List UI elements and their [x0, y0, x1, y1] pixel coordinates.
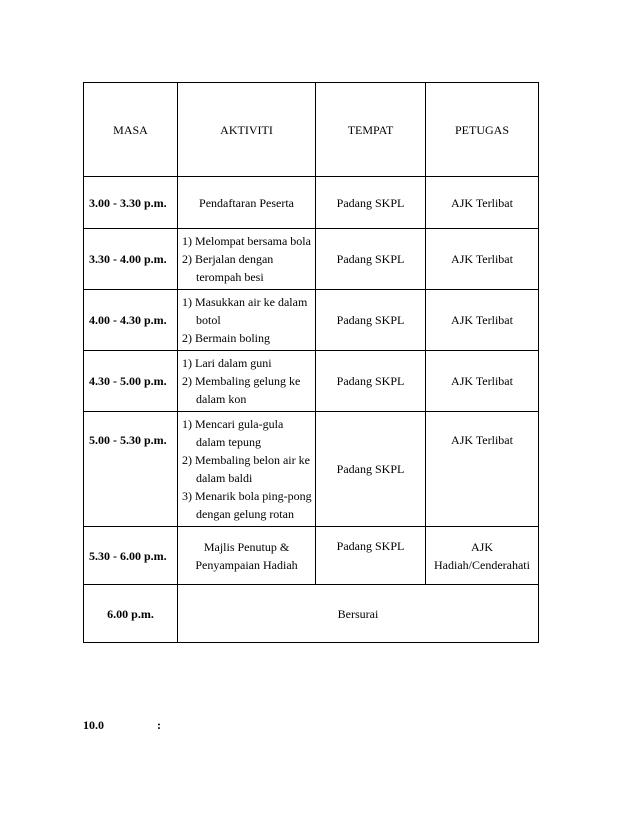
activity-item: 1) Masukkan air ke dalam botol [182, 295, 308, 327]
cell-petugas [426, 412, 539, 527]
activity-item: 1) Lari dalam guni [182, 356, 272, 370]
cell-tempat [316, 527, 426, 585]
cell-petugas [426, 527, 539, 585]
table-row [84, 177, 539, 229]
table-row [84, 290, 539, 351]
cell-masa: 4.30 - 5.00 p.m. [84, 351, 178, 412]
cell-petugas: AJK Terlibat [426, 229, 539, 290]
cell-tempat: Padang SKPL [316, 177, 426, 229]
section-colon: : [157, 718, 161, 732]
schedule-table [83, 82, 539, 643]
table-row [84, 412, 539, 527]
cell-petugas: AJK Terlibat [426, 351, 539, 412]
table-row [84, 527, 539, 585]
cell-aktiviti [178, 351, 316, 412]
cell-aktiviti [178, 290, 316, 351]
cell-masa: 3.00 - 3.30 p.m. [84, 177, 178, 229]
cell-bersurai: Bersurai [178, 585, 539, 643]
cell-masa: 5.30 - 6.00 p.m. [84, 527, 178, 585]
section-number: 10.0 [83, 718, 104, 732]
activity-item: 2) Membaling gelung ke dalam kon [182, 374, 301, 406]
cell-masa-text: 5.00 - 5.30 p.m. [89, 433, 167, 447]
table-row [84, 229, 539, 290]
cell-masa [84, 412, 178, 527]
cell-petugas-text: AJK Terlibat [451, 433, 513, 447]
cell-masa: 4.00 - 4.30 p.m. [84, 290, 178, 351]
table-row-final [84, 585, 539, 643]
activity-item: 2) Berjalan dengan terompah besi [182, 252, 274, 284]
activity-item: 1) Mencari gula-gula dalam tepung [182, 417, 284, 449]
cell-masa: 3.30 - 4.00 p.m. [84, 229, 178, 290]
cell-petugas: AJK Terlibat [426, 177, 539, 229]
activity-item: Majlis Penutup & Penyampaian Hadiah [195, 539, 298, 572]
table-row [84, 351, 539, 412]
header-petugas: PETUGAS [426, 83, 539, 177]
cell-tempat: Padang SKPL [316, 412, 426, 527]
cell-tempat: Padang SKPL [316, 351, 426, 412]
cell-petugas: AJK Terlibat [426, 290, 539, 351]
cell-tempat-text: Padang SKPL [336, 539, 405, 553]
activity-item: Pendaftaran Peserta [199, 195, 294, 210]
cell-aktiviti [178, 527, 316, 585]
activity-item: 2) Membaling belon air ke dalam baldi [182, 453, 310, 485]
cell-petugas-line2: Hadiah/Cenderahati [434, 557, 530, 572]
activity-item: 2) Bermain boling [182, 331, 270, 345]
table-header-row [84, 83, 539, 177]
header-aktiviti: AKTIVITI [178, 83, 316, 177]
cell-aktiviti [178, 229, 316, 290]
header-masa: MASA [84, 83, 178, 177]
cell-aktiviti [178, 177, 316, 229]
cell-tempat: Padang SKPL [316, 290, 426, 351]
cell-petugas-line1: AJK [470, 539, 493, 554]
activity-item: 3) Menarik bola ping-pong dengan gelung rotan [182, 489, 312, 521]
cell-tempat: Padang SKPL [316, 229, 426, 290]
cell-aktiviti [178, 412, 316, 527]
header-tempat: TEMPAT [316, 83, 426, 177]
activity-item: 1) Melompat bersama bola [182, 234, 311, 248]
cell-masa: 6.00 p.m. [84, 585, 178, 643]
